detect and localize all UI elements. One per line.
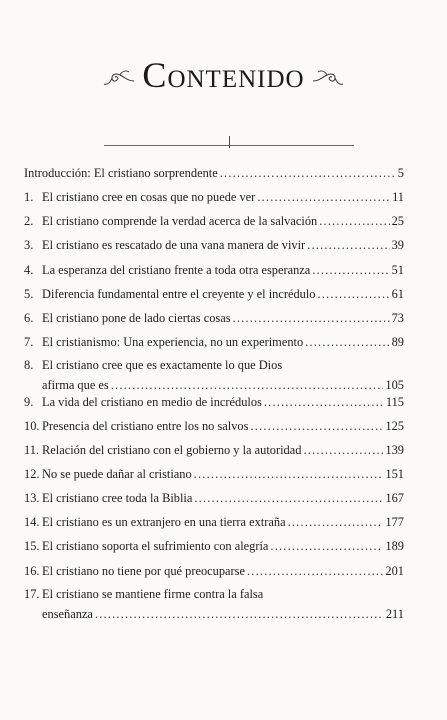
dot-leader	[317, 287, 389, 302]
dot-leader	[194, 491, 383, 506]
toc-entry	[24, 335, 404, 350]
toc-page-number: 51	[391, 263, 404, 277]
toc-entry	[24, 190, 404, 205]
toc-page-number: 139	[385, 443, 404, 457]
toc-entry-number: 2.	[24, 214, 34, 228]
toc-entry-title: El cristiano cree que es exactamente lo que Dios	[42, 358, 283, 372]
dot-leader	[319, 214, 389, 229]
toc-entry-title: El cristianismo: Una experiencia, no un experimento	[42, 335, 304, 349]
toc-entry-title: El cristiano pone de lado ciertas cosas	[42, 311, 231, 325]
contents-heading	[0, 55, 447, 97]
toc-entry	[24, 166, 404, 181]
dot-leader	[307, 238, 389, 253]
toc-page-number: 177	[385, 515, 404, 529]
toc-page-number: 11	[392, 190, 404, 204]
toc-entry	[24, 214, 404, 229]
toc-entry-number: 15.	[24, 539, 40, 553]
dot-leader	[264, 395, 384, 410]
toc-entry-number: 12.	[24, 467, 40, 481]
dot-leader	[303, 443, 383, 458]
dot-leader	[194, 467, 384, 482]
right-flourish-icon	[311, 65, 345, 91]
toc-entry-number: 7.	[24, 335, 34, 349]
toc-entry	[24, 564, 404, 579]
toc-page-number: 89	[391, 335, 404, 349]
toc-page-number: 115	[385, 395, 404, 409]
toc-page-number: 61	[391, 287, 404, 301]
toc-entry-number: 10.	[24, 419, 40, 433]
toc-entry-title: Relación del cristiano con el gobierno y la autoridad	[42, 443, 302, 457]
toc-entry-number: 8.	[24, 358, 34, 372]
toc-entry-number: 16.	[24, 564, 40, 578]
toc-entry	[24, 587, 404, 622]
toc-entry-title: El cristiano cree toda la Biblia	[42, 491, 193, 505]
toc-entry	[24, 358, 404, 393]
toc-entry-number: 17.	[24, 587, 40, 601]
toc-entry	[24, 443, 404, 458]
toc-entry-number: 14.	[24, 515, 40, 529]
toc-entry	[24, 539, 404, 554]
dot-leader	[270, 539, 383, 554]
toc-entry-title: Introducción: El cristiano sorprendente	[24, 166, 218, 180]
toc-page-number: 5	[397, 166, 404, 180]
dot-leader	[247, 564, 383, 579]
toc-entry-title: La esperanza del cristiano frente a toda otra esperanza	[42, 263, 311, 277]
toc-entry-number: 1.	[24, 190, 34, 204]
toc-page-number: 73	[391, 311, 404, 325]
toc-entry-title: El cristiano comprende la verdad acerca de la salvación	[42, 214, 318, 228]
toc-entry-number: 11.	[24, 443, 40, 457]
toc-entry-title: La vida del cristiano en medio de incrédulos	[42, 395, 262, 409]
toc-page-number: 125	[385, 419, 404, 433]
toc-entry	[24, 467, 404, 482]
toc-entry-title: enseñanza	[42, 607, 93, 621]
toc-entry-number: 5.	[24, 287, 34, 301]
toc-entry	[24, 419, 404, 434]
dot-leader	[220, 166, 396, 181]
toc-page-number: 151	[385, 467, 404, 481]
dot-leader	[233, 311, 390, 326]
toc-page-number: 211	[385, 607, 404, 621]
dot-leader	[312, 263, 389, 278]
toc-entry-title: El cristiano es un extranjero en una tierra extraña	[42, 515, 286, 529]
toc-entry-number: 13.	[24, 491, 40, 505]
toc-entry-number: 6.	[24, 311, 34, 325]
toc-page-number: 39	[391, 238, 404, 252]
toc-entry-title: El cristiano soporta el sufrimiento con alegría	[42, 539, 269, 553]
toc-entry-title: Diferencia fundamental entre el creyente y el incrédulo	[42, 287, 316, 301]
dot-leader	[111, 378, 384, 393]
toc-entry-title: El cristiano es rescatado de una vana manera de vivir	[42, 238, 306, 252]
toc-page-number: 105	[385, 378, 404, 392]
toc-entry	[24, 491, 404, 506]
toc-entry	[24, 263, 404, 278]
toc-page-number: 189	[385, 539, 404, 553]
left-flourish-icon	[102, 65, 136, 91]
toc-entry-title: El cristiano cree en cosas que no puede ver	[42, 190, 256, 204]
toc-page-number: 201	[385, 564, 404, 578]
toc-entry-number: 9.	[24, 395, 34, 409]
page-title: CONTENIDO	[142, 55, 305, 95]
toc-entry	[24, 238, 404, 253]
toc-entry-title: afirma que es	[42, 378, 109, 392]
toc-entry-title: El cristiano se mantiene firme contra la falsa	[42, 587, 264, 601]
toc-entry-title: El cristiano no tiene por qué preocuparse	[42, 564, 245, 578]
toc-entry-number: 3.	[24, 238, 34, 252]
toc-entry-title: Presencia del cristiano entre los no salvos	[42, 419, 249, 433]
toc-entry	[24, 287, 404, 302]
toc-entry	[24, 395, 404, 410]
toc-entry	[24, 515, 404, 530]
dot-leader	[288, 515, 384, 530]
divider-tick	[229, 136, 230, 148]
toc-page-number: 167	[385, 491, 404, 505]
toc-page-number: 25	[391, 214, 404, 228]
dot-leader	[250, 419, 383, 434]
dot-leader	[305, 335, 389, 350]
toc-entry-number: 4.	[24, 263, 34, 277]
dot-leader	[257, 190, 390, 205]
dot-leader	[95, 607, 384, 622]
toc-entry	[24, 311, 404, 326]
toc-entry-title: No se puede dañar al cristiano	[42, 467, 192, 481]
